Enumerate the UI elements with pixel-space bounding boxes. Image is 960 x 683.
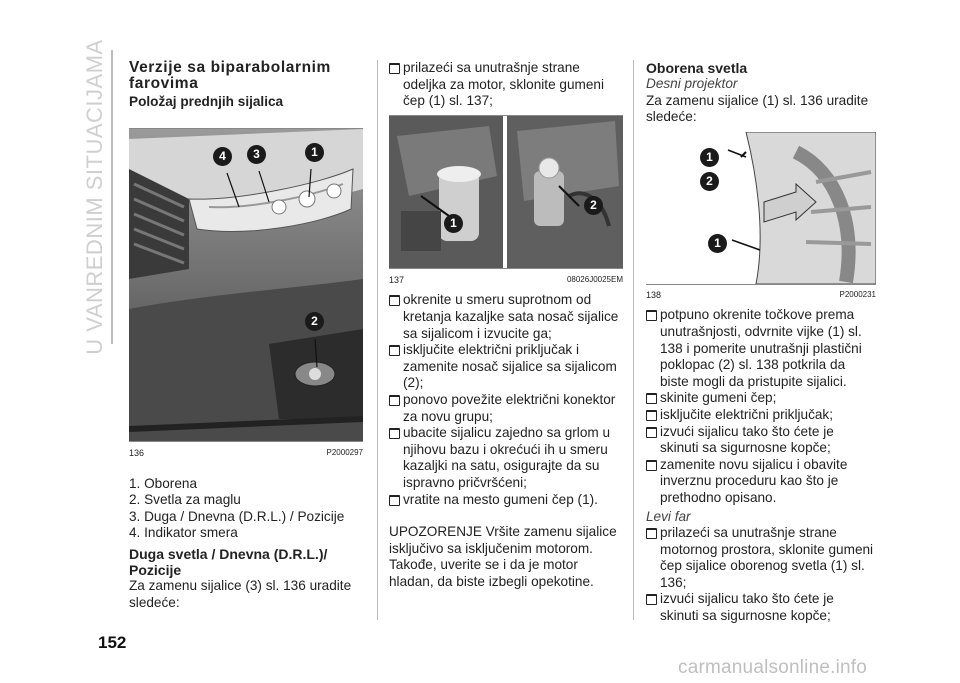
figure-137 [389,115,623,269]
callout-4: 4 [213,147,232,166]
subheading-levi-far: Levi far [646,508,691,524]
instruction-step: izvući sijalicu tako što ćete je skinuti sa sigurnosne kopče; [646,591,876,624]
figure-caption [389,272,623,289]
column-3 [646,60,876,625]
section2-heading: Duga svetla / Dnevna (D.R.L.)/ Pozicije [129,545,328,578]
figure-number: 136 [129,448,145,458]
watermark: carmanualsonline.info [678,657,868,678]
column-2 [389,60,623,590]
section-heading: Verzije sa biparabolarnim farovima [129,59,331,92]
callout-1: 1 [708,234,727,253]
page-number: 152 [98,633,127,652]
callout-1: 1 [444,214,463,233]
instruction-step: potpuno okrenite točkove prema unutrašnjosti, odvrnite vijke (1) sl. 138 i pomerite unutrašnji plastični poklopac (2) sl. 138 potkrila da biste mogli da pristupite sijalici. [646,307,876,390]
subheading: Položaj prednjih sijalica [129,94,284,109]
instruction-step: skinite gumeni čep; [646,390,876,407]
callout-1: 1 [305,143,324,162]
legend-item: 1. Oborena [129,475,198,491]
column-1 [129,60,363,611]
instruction-step: prilazeći sa unutrašnje strane motornog prostora, sklonite gumeni čep sijalice oborenog svetla (1) sl. 136; [646,525,876,591]
column-divider [633,60,634,620]
column-divider [377,60,378,620]
legend-list [129,476,363,542]
figure-caption [646,284,876,304]
instruction-list [646,307,876,506]
instruction-step: ubacite sijalicu zajedno sa grlom u njihovu bazu i okrećući ih u smeru kazaljki na satu, osigurajte da su ispravno pričvršćeni; [389,425,623,491]
figure-number: 137 [389,274,405,285]
instruction-step: isključite električni priključak; [646,407,876,424]
figure-136 [129,128,363,442]
legend-item: 4. Indikator smera [129,525,238,541]
callout-2: 2 [584,196,603,215]
callout-1: 1 [700,148,719,167]
subheading: Desni projektor [646,76,738,91]
section-title-vertical: U VANREDNIM SITUACIJAMA [82,39,107,355]
figure-number: 138 [646,289,662,300]
figure-code: P2000297 [326,448,363,457]
intro-text: Za zamenu sijalice (1) sl. 136 uradite sledeće: [646,92,869,125]
figure-code: P2000231 [839,289,876,299]
instruction-step: vratite na mesto gumeni čep (1). [389,492,623,509]
warning-text: UPOZORENJE Vršite zamenu sijalice isključivo sa isključenim motorom. Takođe, uverite se i da je motor hladan, da biste izbegli opekotine. [389,524,617,589]
section2-text: Za zamenu sijalice (3) sl. 136 uradite sledeće: [129,577,352,610]
instruction-step: ponovo povežite električni konektor za novu grupu; [389,392,623,425]
legend-item: 2. Svetla za maglu [129,492,241,508]
instruction-step: prilazeći sa unutrašnje strane odeljka za motor, sklonite gumeni čep (1) sl. 137; [389,60,623,110]
callout-2: 2 [700,172,719,191]
figure-138 [646,132,876,284]
callout-2: 2 [305,312,324,331]
section-heading: Oborena svetla [646,60,748,76]
figure-code: 08026J0025EM [566,274,623,284]
instruction-step: izvući sijalicu tako što ćete je skinuti sa sigurnosne kopče; [646,424,876,457]
instruction-list [389,292,623,508]
callout-3: 3 [247,145,266,164]
instruction-step: okrenite u smeru suprotnom od kretanja kazaljke sata nosač sijalice sa sijalicom i izvucite ga; [389,292,623,342]
bulb-photo [389,116,623,268]
instruction-step: zamenite novu sijalicu i obavite inverznu proceduru kao što je prethodno opisano. [646,457,876,507]
legend-item: 3. Duga / Dnevna (D.R.L.) / Pozicije [129,508,345,524]
headlight-photo [129,129,363,441]
figure-caption [129,445,363,462]
section-divider [111,50,113,344]
wheel-arch-drawing [646,132,876,284]
instruction-step: isključite električni priključak i zamenite nosač sijalice sa sijalicom (2); [389,342,623,392]
